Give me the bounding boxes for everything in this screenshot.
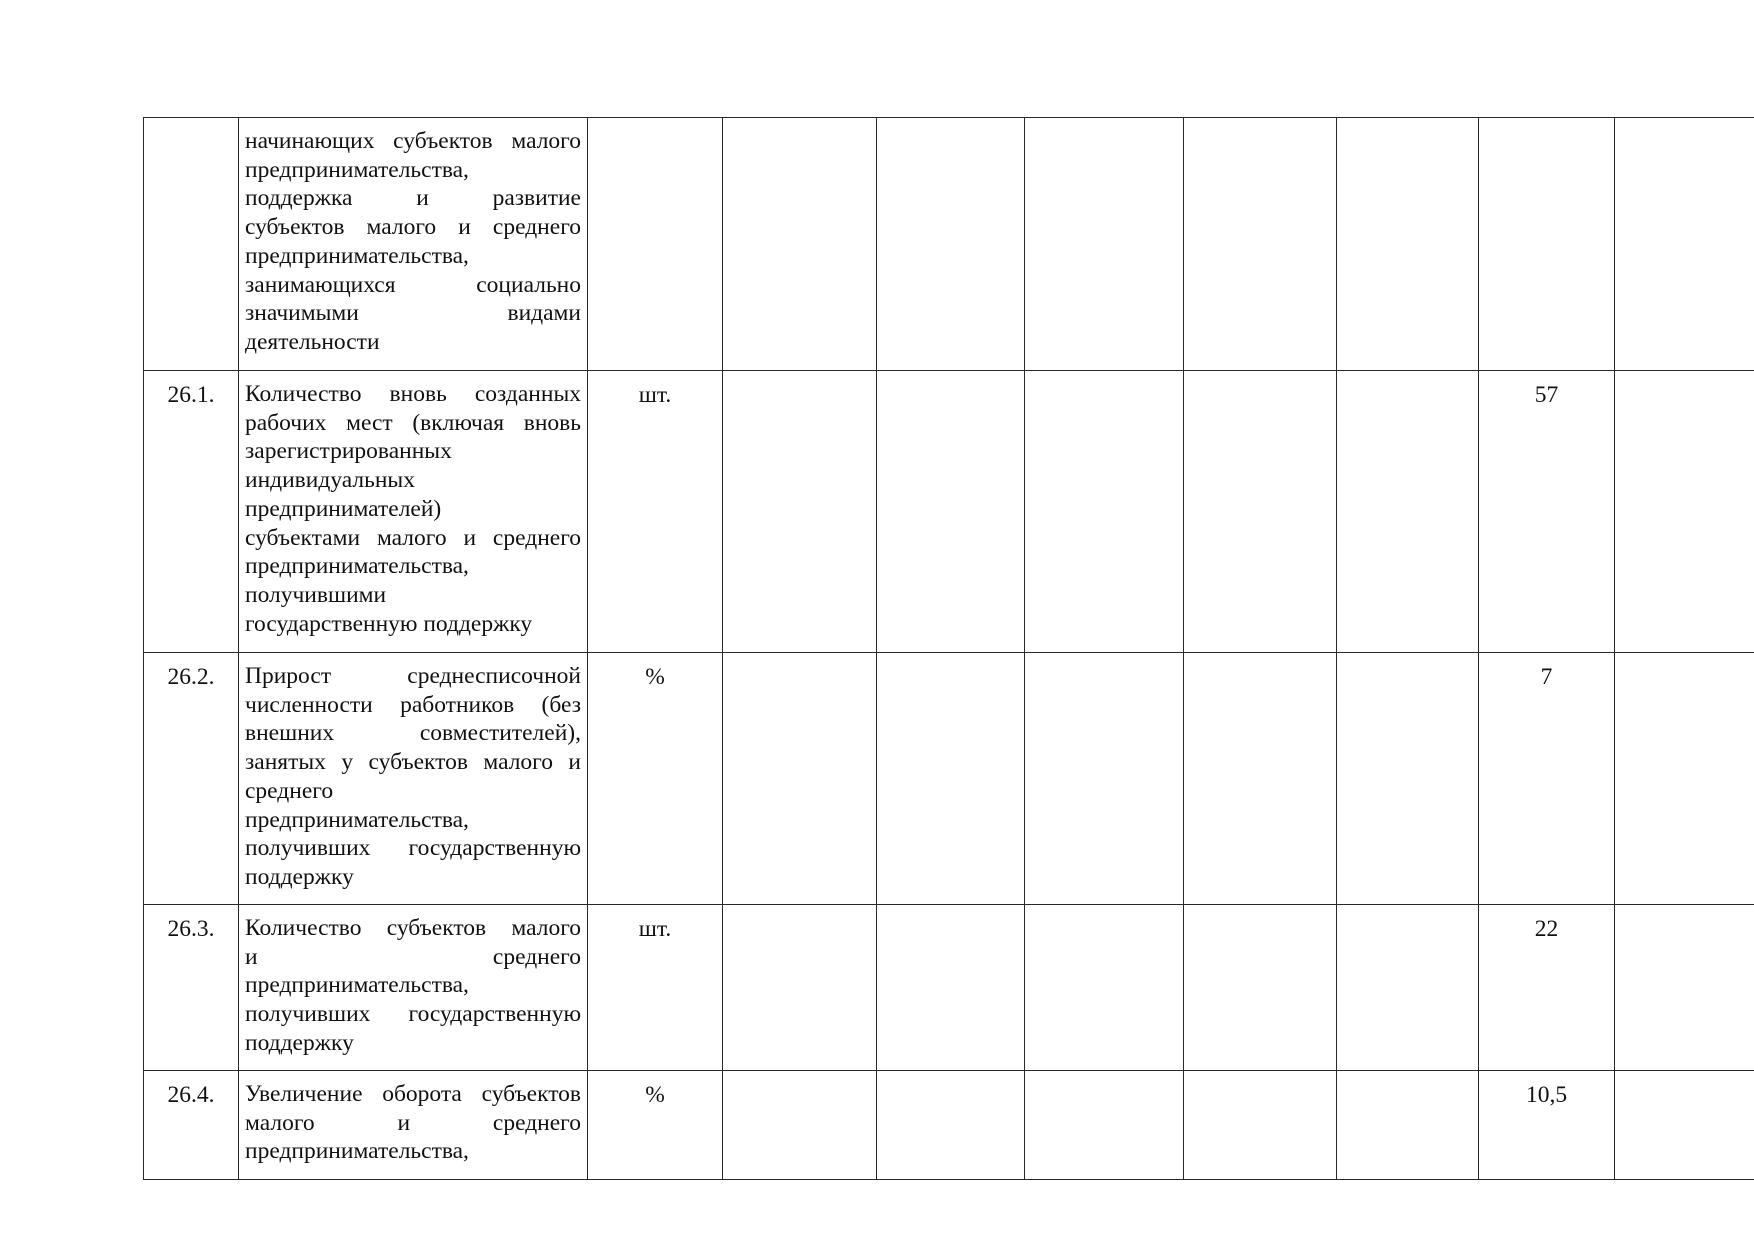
description-line: Количество субъектов малого [245,915,581,941]
description-line: индивидуальных [245,467,415,494]
description-line: получившими [245,581,387,608]
row-number-cell: 26.3. [144,905,239,1071]
description-line: поддержку [245,1029,354,1056]
description-line: поддержку [245,863,354,890]
value-cell [1025,905,1184,1071]
description-line: предпринимательства, [245,156,469,183]
description-line: внешних совместителей), [245,720,581,747]
description-line: Увеличение оборота субъектов [245,1081,581,1107]
description-line: рабочих мест (включая вновь [245,409,581,436]
value-cell: 10,5 [1479,1071,1615,1180]
indicator-description-cell [239,653,588,905]
table-row [144,118,1754,371]
description-line: предпринимательства, [245,1138,469,1165]
unit-cell: % [588,653,723,905]
description-line: субъектов малого и среднего [245,214,581,241]
indicators-table [143,117,1754,1180]
value-cell [723,905,877,1071]
value-cell [1337,905,1479,1071]
value-cell [723,118,877,371]
value-cell [1184,905,1337,1071]
value-cell: 7 [1479,653,1615,905]
row-number-cell: 26.1. [144,371,239,653]
description-line: предпринимательства, [245,553,469,580]
value-cell [1184,118,1337,371]
description-line: предпринимательства, [245,972,469,999]
value-cell [1025,1071,1184,1180]
value-cell [1337,1071,1479,1180]
value-cell [1337,653,1479,905]
description-line: значимыми видами [245,300,581,327]
unit-cell: % [588,1071,723,1180]
description-line: занимающихся социально [245,271,581,298]
description-line: получивших государственную [245,835,581,862]
value-cell [1615,1071,1754,1180]
value-cell [1025,653,1184,905]
value-cell [723,371,877,653]
description-line: начинающих субъектов малого [245,128,581,154]
description-line: среднего [245,777,334,804]
value-cell [1337,371,1479,653]
unit-cell: шт. [588,905,723,1071]
description-line: предпринимательства, [245,242,469,269]
value-cell [877,1071,1025,1180]
description-line: и среднего [245,943,581,970]
unit-cell [588,118,723,371]
value-cell [877,118,1025,371]
value-cell [1184,1071,1337,1180]
value-cell [877,905,1025,1071]
indicator-description-cell [239,1071,588,1180]
value-cell [1184,653,1337,905]
description-line: Прирост среднесписочной [245,663,581,689]
table-row [144,905,1754,1071]
indicator-description-cell [239,371,588,653]
description-line: предпринимателей) [245,495,442,522]
value-cell [877,371,1025,653]
description-line: получивших государственную [245,1001,581,1028]
value-cell [1025,371,1184,653]
table-body [144,118,1754,1180]
value-cell: 22 [1479,905,1615,1071]
value-cell [1615,371,1754,653]
table-row [144,371,1754,653]
value-cell: 57 [1479,371,1615,653]
value-cell [1337,118,1479,371]
indicator-description-cell [239,118,588,371]
description-line: государственную поддержку [245,610,533,637]
value-cell [1615,905,1754,1071]
value-cell [1184,371,1337,653]
value-cell [1615,653,1754,905]
indicator-description-cell [239,905,588,1071]
value-cell [1615,118,1754,371]
description-line: Количество вновь созданных [245,381,581,407]
description-line: зарегистрированных [245,438,452,465]
table-row [144,1071,1754,1180]
description-line: малого и среднего [245,1109,581,1136]
row-number-cell: 26.2. [144,653,239,905]
description-line: занятых у субъектов малого и [245,749,581,776]
value-cell [723,653,877,905]
description-line: численности работников (без [245,691,581,718]
value-cell [877,653,1025,905]
description-line: поддержка и развитие [245,185,581,212]
value-cell [723,1071,877,1180]
description-line: предпринимательства, [245,806,469,833]
table-row [144,653,1754,905]
row-number-cell: 26.4. [144,1071,239,1180]
description-line: субъектами малого и среднего [245,524,581,551]
description-line: деятельности [245,328,380,355]
value-cell [1025,118,1184,371]
value-cell [1479,118,1615,371]
row-number-cell [144,118,239,371]
unit-cell: шт. [588,371,723,653]
